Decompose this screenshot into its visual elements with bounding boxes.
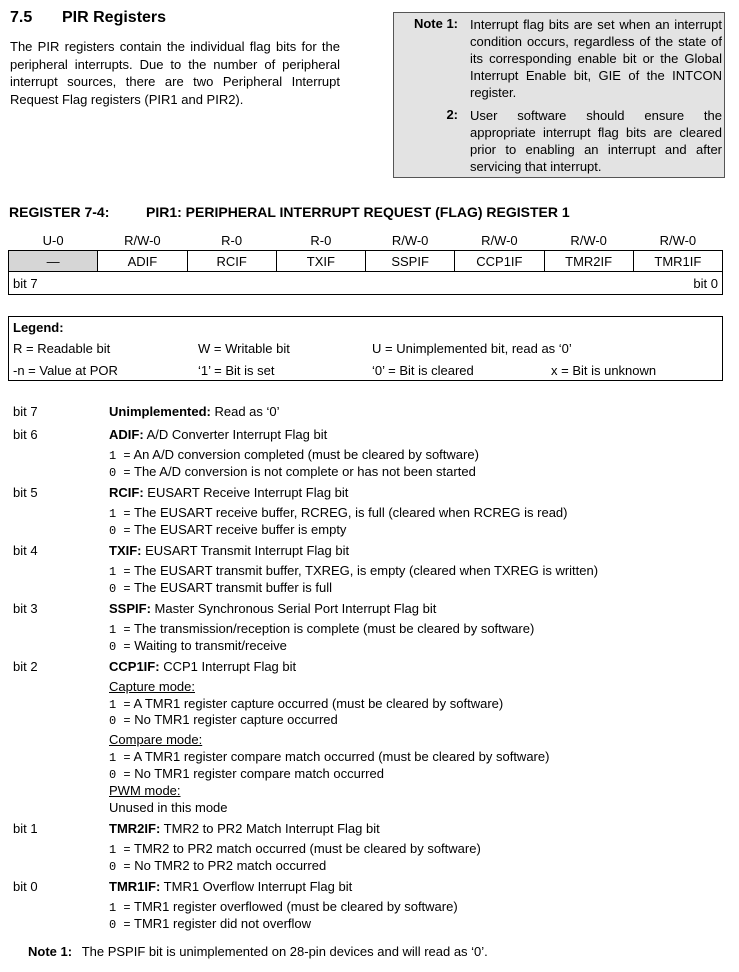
bitname-row (9, 251, 723, 272)
bit-7-name: Unimplemented: (109, 404, 211, 419)
bitname-cell: RCIF (187, 251, 276, 272)
register-title: PIR1: PERIPHERAL INTERRUPT REQUEST (FLAG) REGISTER 1 (146, 204, 570, 220)
bit-6-name: ADIF: (109, 427, 144, 442)
note-box (393, 12, 725, 178)
bit-3-text: Master Synchronous Serial Port Interrupt Flag bit (154, 601, 437, 616)
bit-4-text: EUSART Transmit Interrupt Flag bit (145, 543, 350, 558)
bitname-cell: CCP1IF (455, 251, 544, 272)
note-2-text: User software should ensure the appropriate interrupt flag bits are cleared prior to enabling an interrupt and after servicing that interrupt. (470, 108, 722, 174)
bit-4-value-0: 0 = The EUSART transmit buffer is full (109, 580, 332, 596)
bit-3-name: SSPIF: (109, 601, 151, 616)
note-2-label: 2: (446, 107, 458, 122)
footnote-text: The PSPIF bit is unimplemented on 28-pin devices and will read as ‘0’. (81, 944, 488, 959)
access-cell: R/W-0 (633, 230, 722, 251)
bit-6-desc (109, 427, 327, 442)
section-number: 7.5 (10, 9, 33, 26)
bit-6-text: A/D Converter Interrupt Flag bit (146, 427, 328, 442)
bit-0-desc (109, 879, 352, 894)
legend-por: -n = Value at POR (13, 363, 118, 378)
pwm-mode-heading: PWM mode: (109, 783, 181, 798)
note-1-text: Interrupt flag bits are set when an interrupt condition occurs, regardless of the state of its corresponding enable bit or the Global Interrupt Enable bit, GIE of the INTCON register. (470, 17, 722, 100)
legend-box (8, 316, 723, 381)
bit-4-label: bit 4 (13, 543, 38, 558)
access-cell: R/W-0 (544, 230, 633, 251)
bitname-cell: TXIF (276, 251, 365, 272)
register-table (8, 230, 723, 295)
footnote-label: Note 1: (28, 944, 73, 959)
intro-paragraph: The PIR registers contain the individual flag bits for the peripheral interrupts. Due to the number of peripheral interrupt sources, there are two Peripheral Interrupt Request Flag registers (PIR1 and PIR2). (10, 39, 340, 107)
legend-writable: W = Writable bit (198, 341, 290, 356)
bit-5-value-0: 0 = The EUSART receive buffer is empty (109, 522, 347, 538)
bit-4-desc (109, 543, 349, 558)
access-cell: R-0 (187, 230, 276, 251)
bit-high-label: bit 7 (13, 275, 38, 291)
bit-2-label: bit 2 (13, 659, 38, 674)
bit-0-text: TMR1 Overflow Interrupt Flag bit (163, 879, 353, 894)
access-cell: R/W-0 (98, 230, 187, 251)
bit-0-value-1: 1 = TMR1 register overflowed (must be cleared by software) (109, 899, 458, 915)
bit-1-value-0: 0 = No TMR2 to PR2 match occurred (109, 858, 327, 874)
bit-1-text: TMR2 to PR2 Match Interrupt Flag bit (163, 821, 380, 836)
bit-7-desc (109, 404, 280, 419)
bit-1-value-1: 1 = TMR2 to PR2 match occurred (must be cleared by software) (109, 841, 481, 857)
compare-value-0: 0 = No TMR1 register compare match occurred (109, 766, 384, 782)
legend-set: ‘1’ = Bit is set (198, 363, 275, 378)
bit-0-label: bit 0 (13, 879, 38, 894)
bit-4-name: TXIF: (109, 543, 142, 558)
bitname-cell: TMR2IF (544, 251, 633, 272)
bit-5-value-1: 1 = The EUSART receive buffer, RCREG, is full (cleared when RCREG is read) (109, 505, 568, 521)
legend-unknown: x = Bit is unknown (551, 363, 657, 378)
bit-range-row (9, 272, 723, 295)
capture-value-0: 0 = No TMR1 register capture occurred (109, 712, 338, 728)
bit-3-value-1: 1 = The transmission/reception is complete (must be cleared by software) (109, 621, 535, 637)
bit-1-name: TMR2IF: (109, 821, 161, 836)
bit-range-cell (9, 272, 723, 295)
legend-readable: R = Readable bit (13, 341, 111, 356)
bit-3-label: bit 3 (13, 601, 38, 616)
compare-value-1: 1 = A TMR1 register compare match occurred (must be cleared by software) (109, 749, 550, 765)
bit-2-name: CCP1IF: (109, 659, 160, 674)
bit-6-label: bit 6 (13, 427, 38, 442)
bit-1-desc (109, 821, 380, 836)
bitname-cell: SSPIF (366, 251, 455, 272)
bit-6-value-1: 1 = An A/D conversion completed (must be cleared by software) (109, 447, 479, 463)
footnote (28, 944, 488, 959)
access-cell: R/W-0 (455, 230, 544, 251)
bit-3-value-0: 0 = Waiting to transmit/receive (109, 638, 287, 654)
bit-5-desc (109, 485, 348, 500)
bit-2-desc (109, 659, 296, 674)
access-cell: R-0 (276, 230, 365, 251)
note-1-label: Note 1: (413, 16, 458, 31)
capture-value-1: 1 = A TMR1 register capture occurred (must be cleared by software) (109, 696, 504, 712)
access-cell: R/W-0 (366, 230, 455, 251)
register-number: REGISTER 7-4: (9, 204, 110, 220)
bit-3-desc (109, 601, 436, 616)
bit-1-label: bit 1 (13, 821, 38, 836)
section-title: PIR Registers (62, 9, 167, 26)
bit-0-name: TMR1IF: (109, 879, 161, 894)
bit-5-name: RCIF: (109, 485, 144, 500)
bit-5-text: EUSART Receive Interrupt Flag bit (147, 485, 349, 500)
pwm-mode-text: Unused in this mode (109, 800, 228, 815)
bit-7-label: bit 7 (13, 404, 38, 419)
access-cell: U-0 (9, 230, 98, 251)
legend-title: Legend: (13, 320, 64, 335)
bitname-cell: — (9, 251, 98, 272)
bit-2-text: CCP1 Interrupt Flag bit (163, 659, 297, 674)
bit-0-value-0: 0 = TMR1 register did not overflow (109, 916, 312, 932)
bit-5-label: bit 5 (13, 485, 38, 500)
bit-7-text: Read as ‘0’ (214, 404, 280, 419)
bitname-cell: TMR1IF (633, 251, 722, 272)
legend-cleared: ‘0’ = Bit is cleared (372, 363, 474, 378)
bit-6-value-0: 0 = The A/D conversion is not complete or has not been started (109, 464, 476, 480)
compare-mode-heading: Compare mode: (109, 732, 203, 747)
bit-4-value-1: 1 = The EUSART transmit buffer, TXREG, is empty (cleared when TXREG is written) (109, 563, 599, 579)
legend-unimplemented: U = Unimplemented bit, read as ‘0’ (372, 341, 572, 356)
bit-low-label: bit 0 (693, 275, 718, 291)
access-row (9, 230, 723, 251)
capture-mode-heading: Capture mode: (109, 679, 195, 694)
bitname-cell: ADIF (98, 251, 187, 272)
